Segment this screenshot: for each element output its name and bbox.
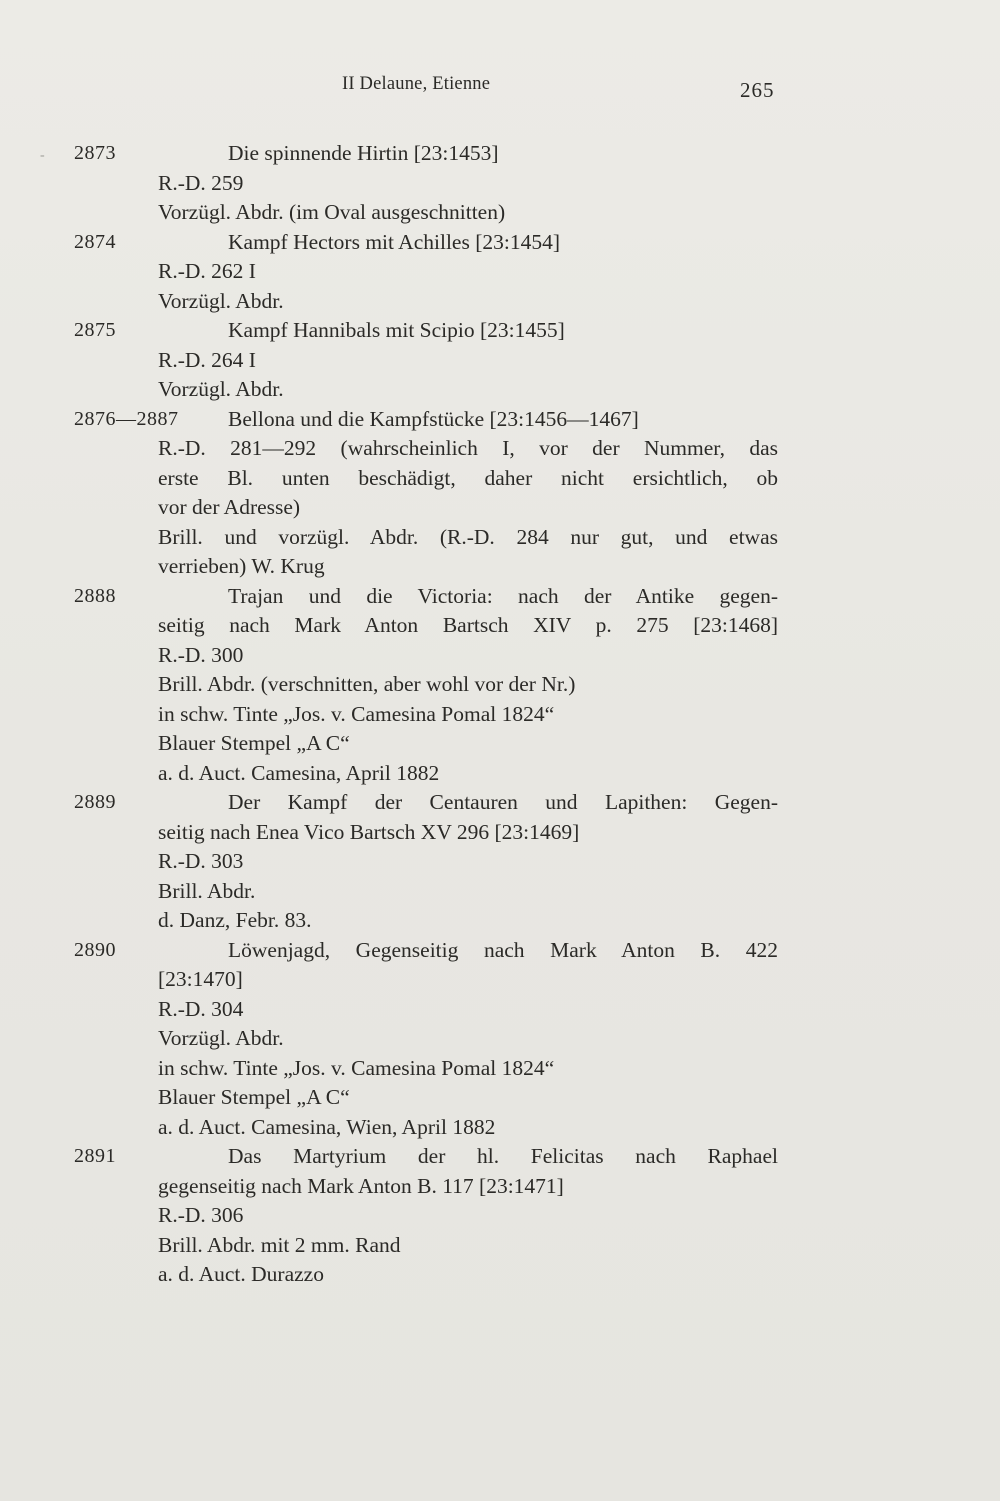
entry-line: R.-D. 262 I bbox=[158, 259, 256, 283]
catalogue-entry bbox=[0, 936, 1000, 1143]
page-number: 265 bbox=[740, 78, 775, 102]
entry-line: R.-D. 306 bbox=[158, 1203, 244, 1227]
entry-line: Blauer Stempel „A C“ bbox=[158, 1085, 350, 1109]
entry-title: Der Kampf der Centauren und Lapithen: Gegen- bbox=[228, 790, 778, 814]
entry-number: 2890 bbox=[74, 938, 116, 961]
entry-line: erste Bl. unten beschädigt, daher nicht ersichtlich, ob bbox=[158, 465, 778, 490]
entry-title: Trajan und die Victoria: nach der Antike gegen- bbox=[228, 583, 778, 608]
entry-line: verrieben) W. Krug bbox=[158, 554, 325, 578]
entry-line: Brill. Abdr. bbox=[158, 878, 256, 903]
entry-title: Kampf Hectors mit Achilles [23:1454] bbox=[228, 229, 560, 254]
catalogue-entry bbox=[0, 1142, 1000, 1290]
entry-title: Das Martyrium der hl. Felicitas nach Raphael bbox=[228, 1144, 778, 1168]
entry-line: Blauer Stempel „A C“ bbox=[158, 731, 350, 755]
entry-number: 2873 bbox=[74, 142, 116, 164]
entry-line: a. d. Auct. Camesina, Wien, April 1882 bbox=[158, 1114, 496, 1139]
catalogue-entry bbox=[0, 139, 1000, 228]
entry-line: R.-D. 264 I bbox=[158, 347, 256, 372]
entry-line: gegenseitig nach Mark Anton B. 117 [23:1471] bbox=[158, 1173, 564, 1198]
entry-title: Bellona und die Kampfstücke [23:1456—1467] bbox=[228, 406, 639, 431]
entry-line: seitig nach Mark Anton Bartsch XIV p. 275 [23:1468] bbox=[158, 613, 778, 637]
entry-number: 2875 bbox=[74, 319, 116, 341]
entry-line: a. d. Auct. Camesina, April 1882 bbox=[158, 760, 440, 785]
entry-line: Vorzügl. Abdr. bbox=[158, 288, 284, 313]
entry-line: R.-D. 303 bbox=[158, 849, 244, 873]
entry-title: Löwenjagd, Gegenseitig nach Mark Anton B. 422 bbox=[228, 937, 778, 962]
entry-line: seitig nach Enea Vico Bartsch XV 296 [23:1469] bbox=[158, 819, 580, 844]
entry-title: Die spinnende Hirtin [23:1453] bbox=[228, 141, 499, 165]
entry-line: R.-D. 281—292 (wahrscheinlich I, vor der Nummer, das bbox=[158, 436, 778, 460]
entry-line: a. d. Auct. Durazzo bbox=[158, 1262, 324, 1286]
catalogue-entry bbox=[0, 788, 1000, 936]
entry-title: Kampf Hannibals mit Scipio [23:1455] bbox=[228, 318, 565, 342]
entry-line: R.-D. 300 bbox=[158, 642, 244, 667]
entry-line: vor der Adresse) bbox=[158, 495, 301, 519]
entry-line: Vorzügl. Abdr. bbox=[158, 1026, 284, 1050]
catalogue-entry bbox=[0, 228, 1000, 317]
entry-line: Brill. Abdr. (verschnitten, aber wohl vor der Nr.) bbox=[158, 672, 576, 696]
entry-line: Vorzügl. Abdr. bbox=[158, 377, 284, 401]
entry-line: d. Danz, Febr. 83. bbox=[158, 908, 312, 932]
entry-line: Vorzügl. Abdr. (im Oval ausgeschnitten) bbox=[158, 200, 506, 224]
entry-line: R.-D. 259 bbox=[158, 170, 244, 195]
entry-line: in schw. Tinte „Jos. v. Camesina Pomal 1824“ bbox=[158, 701, 555, 726]
running-head: II Delaune, Etienne bbox=[342, 74, 491, 94]
entry-line: R.-D. 304 bbox=[158, 996, 244, 1021]
catalogue-entries bbox=[0, 139, 1000, 1290]
entry-line: in schw. Tinte „Jos. v. Camesina Pomal 1824“ bbox=[158, 1055, 555, 1080]
catalogue-entry bbox=[0, 316, 1000, 405]
entry-line: Brill. Abdr. mit 2 mm. Rand bbox=[158, 1232, 401, 1257]
margin-mark: - bbox=[40, 148, 45, 163]
entry-line: [23:1470] bbox=[158, 967, 243, 991]
entry-number: 2888 bbox=[74, 584, 116, 607]
entry-number: 2891 bbox=[74, 1145, 116, 1167]
catalogue-entry bbox=[0, 405, 1000, 582]
entry-number: 2876—2887 bbox=[74, 407, 179, 430]
entry-number: 2874 bbox=[74, 230, 116, 253]
catalogue-entry bbox=[0, 582, 1000, 789]
entry-number: 2889 bbox=[74, 791, 116, 813]
entry-line: Brill. und vorzügl. Abdr. (R.-D. 284 nur gut, und etwas bbox=[158, 524, 778, 549]
